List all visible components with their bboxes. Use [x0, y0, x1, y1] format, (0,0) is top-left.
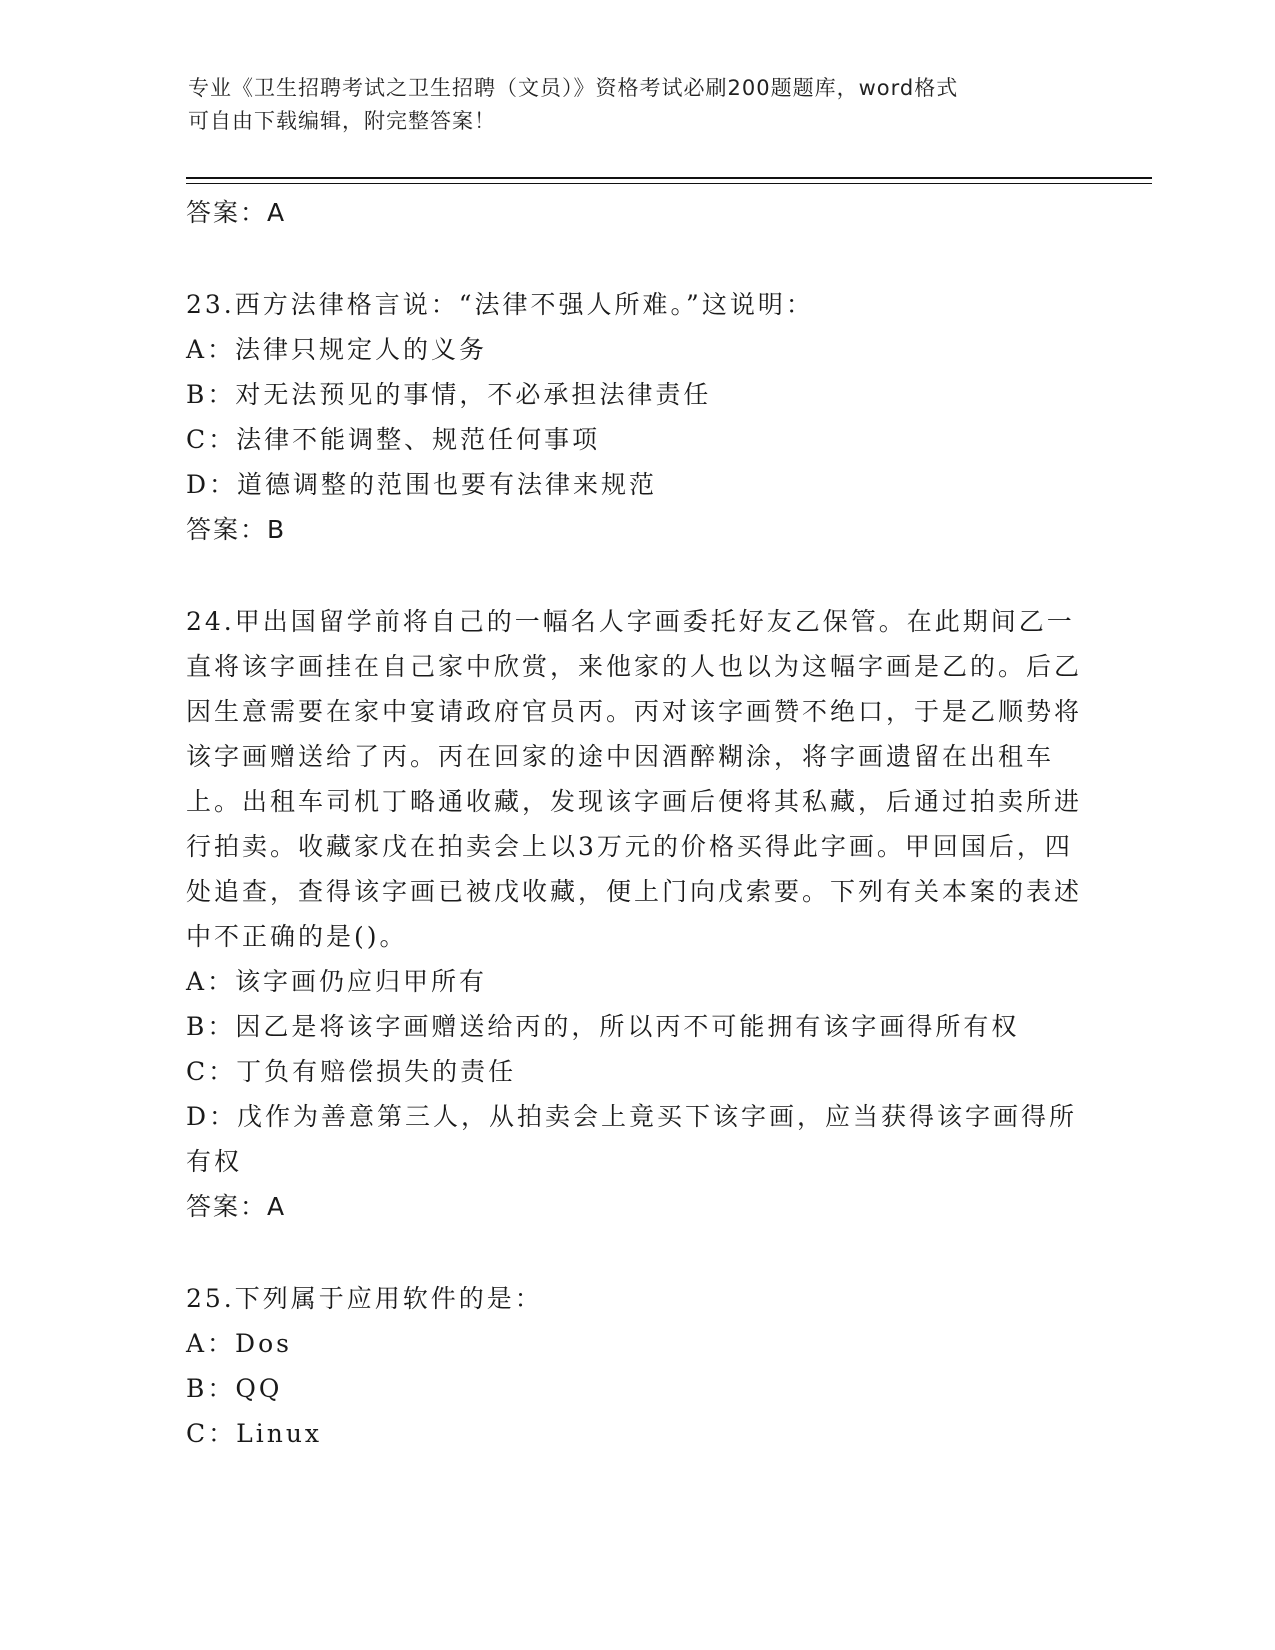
question-24-option-b: B：因乙是将该字画赠送给丙的，所以丙不可能拥有该字画得所有权 — [186, 1012, 1020, 1041]
document-header — [188, 72, 1088, 138]
question-23 — [186, 282, 1086, 552]
header-line-2: 可自由下载编辑，附完整答案！ — [188, 109, 496, 133]
question-24 — [186, 599, 1086, 1229]
document-body — [186, 190, 1086, 1456]
question-24-stem: 24.甲出国留学前将自己的一幅名人字画委托好友乙保管。在此期间乙一直将该字画挂在自己家中欣赏，来他家的人也以为这幅字画是乙的。后乙因生意需要在家中宴请政府官员丙。丙对该字画赞不绝口，于是乙顺势将该字画赠送给了丙。丙在回家的途中因酒醉糊涂，将字画遗留在出租车上。出租车司机丁略通收藏，发现该字画后便将其私藏，后通过拍卖所进行拍卖。收藏家戊在拍卖会上以3万元的价格买得此字画。甲回国后，四处追查，查得该字画已被戊收藏，便上门向戊索要。下列有关本案的表述中不正确的是()。 — [186, 607, 1083, 951]
answer-23: 答案：B — [186, 515, 287, 544]
question-23-option-c: C：法律不能调整、规范任何事项 — [186, 425, 601, 454]
header-rule-thin — [186, 183, 1152, 184]
question-25-option-b: B：QQ — [186, 1374, 283, 1403]
question-25-option-c: C：Linux — [186, 1419, 323, 1448]
header-line-1: 专业《卫生招聘考试之卫生招聘（文员）》资格考试必刷200题题库，word格式 — [188, 76, 959, 100]
question-23-option-b: B：对无法预见的事情，不必承担法律责任 — [186, 380, 712, 409]
question-23-option-d: D：道德调整的范围也要有法律来规范 — [186, 470, 658, 499]
question-25 — [186, 1276, 1086, 1456]
question-23-option-a: A：法律只规定人的义务 — [186, 335, 488, 364]
question-24-option-a: A：该字画仍应归甲所有 — [186, 967, 488, 996]
question-25-option-a: A：Dos — [186, 1329, 292, 1358]
answer-24: 答案：A — [186, 1192, 287, 1221]
question-24-option-c: C：丁负有赔偿损失的责任 — [186, 1057, 517, 1086]
question-23-stem: 23.西方法律格言说：“法律不强人所难。”这说明： — [186, 290, 814, 319]
answer-22: 答案：A — [186, 198, 287, 227]
header-rule-thick — [186, 177, 1152, 179]
question-24-option-d: D：戊作为善意第三人，从拍卖会上竟买下该字画，应当获得该字画得所有权 — [186, 1102, 1078, 1176]
question-25-stem: 25.下列属于应用软件的是： — [186, 1284, 543, 1313]
